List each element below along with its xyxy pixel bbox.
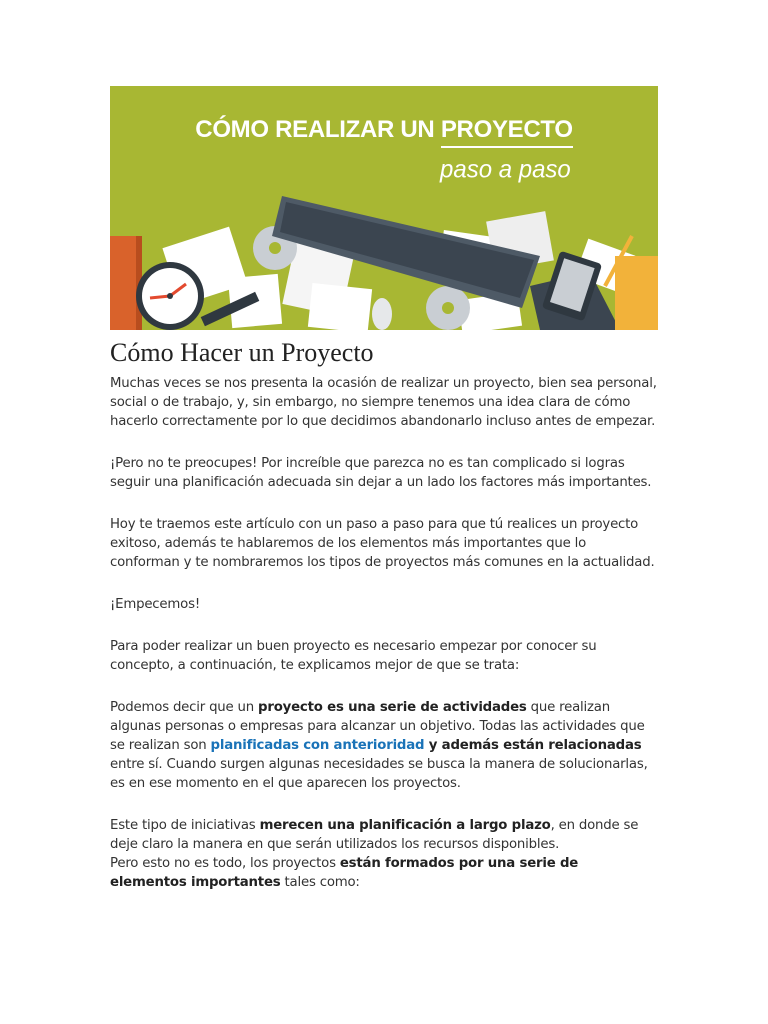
paragraph-reassure: ¡Pero no te preocupes! Por increíble que parezca no es tan complicado si logras seguir una planificación adecuada sin dejar a un lado los factores más importantes. [110, 456, 652, 490]
planning-text-2: , en donde se deje claro la manera en que serán utilizados los recursos disponibles. [110, 818, 639, 852]
elements-bold-1: están formados por una serie de elementos importantes [110, 856, 579, 890]
elements-text-2: tales como: [280, 875, 360, 890]
document-page [110, 86, 658, 892]
paragraph-definition [110, 698, 658, 793]
definition-bold-2: y además están relacionadas [424, 738, 642, 753]
yellow-folder-icon [615, 256, 658, 330]
hero-banner [110, 86, 658, 330]
paragraph-concept: Para poder realizar un buen proyecto es necesario empezar por conocer su concepto, a continuación, te explicamos mejor de que se trata: [110, 639, 597, 673]
banner-title-highlight: PROYECTO [441, 116, 573, 148]
planning-text-1: Este tipo de iniciativas [110, 818, 260, 833]
planning-bold-1: merecen una planificación a largo plazo [259, 818, 551, 833]
definition-highlight-link: planificadas con anterioridad [210, 738, 425, 753]
paragraph-article-overview: Hoy te traemos este artículo con un paso a paso para que tú realices un proyecto exitoso, además te hablaremos de los elementos más importantes que lo conforman y te nombraremos los tipos de proyectos más comunes en la actualidad. [110, 517, 655, 570]
folder-icon [110, 236, 142, 330]
banner-subtitle: paso a paso [440, 155, 571, 184]
definition-text-1: Podemos decir que un [110, 700, 259, 715]
document-title: Cómo Hacer un Proyecto [110, 338, 374, 367]
paragraph-lets-start: ¡Empecemos! [110, 597, 200, 612]
banner-title [110, 116, 658, 148]
paragraph-planning [110, 816, 658, 854]
definition-text-2: que realizan algunas personas o empresas para alcanzar un objetivo. Todas las actividades que se realizan son [110, 700, 645, 753]
paragraph-elements [110, 854, 658, 892]
mouse-icon [372, 298, 392, 330]
elements-text-1: Pero esto no es todo, los proyectos [110, 856, 340, 871]
banner-title-text: CÓMO REALIZAR UN [195, 116, 441, 143]
clock-icon [136, 262, 204, 330]
paragraph-intro: Muchas veces se nos presenta la ocasión de realizar un proyecto, bien sea personal, social o de trabajo, y, sin embargo, no siempre tenemos una idea clara de cómo hacerlo correctamente por lo que decidimos abandonarlo incluso antes de empezar. [110, 376, 657, 429]
definition-text-3: entre sí. Cuando surgen algunas necesidades se busca la manera de solucionarlas, es en ese momento en el que aparecen los proyectos. [110, 757, 648, 791]
definition-bold-1: proyecto es una serie de actividades [258, 700, 527, 715]
